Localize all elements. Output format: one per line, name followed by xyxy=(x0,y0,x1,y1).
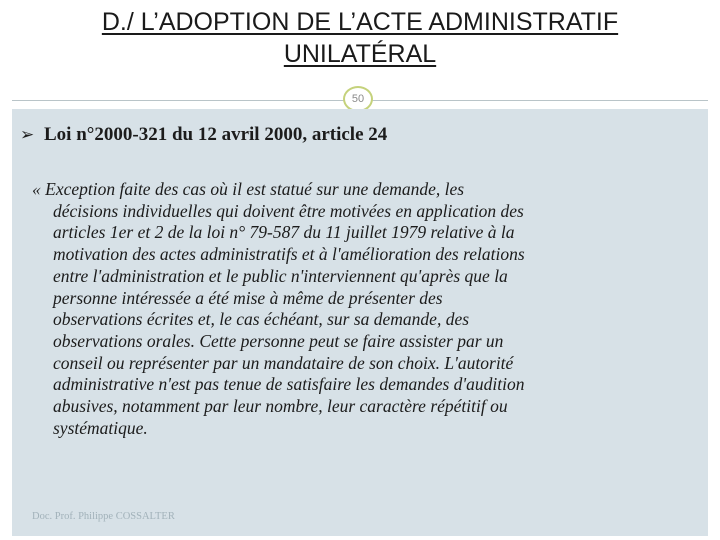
title-line-1: D./ L’ADOPTION DE L’ACTE ADMINISTRATIF xyxy=(101,8,619,36)
content-panel xyxy=(12,109,708,536)
quote-line: conseil ou représenter par un mandataire de son choix. L'autorité xyxy=(53,352,514,373)
slide-title xyxy=(0,6,720,70)
quote-line: systématique. xyxy=(53,417,148,438)
quote-line: observations orales. Cette personne peut se faire assister par un xyxy=(53,330,504,351)
quote-line: administrative n'est pas tenue de satisfaire les demandes d'audition xyxy=(53,374,525,395)
quote-line: personne intéressée a été mise à même de présenter des xyxy=(53,287,443,308)
arrow-bullet-icon: ➢ xyxy=(20,125,35,144)
quote-line: « Exception faite des cas où il est statué sur une demande, les xyxy=(32,179,465,199)
quote-line: entre l'administration et le public n'interviennent qu'après que la xyxy=(53,265,508,286)
quote-line: motivation des actes administratifs et à l'amélioration des relations xyxy=(53,244,525,265)
quote-line: articles 1er et 2 de la loi n° 79-587 du 11 juillet 1979 relative à la xyxy=(53,222,515,243)
quote-line: abusives, notamment par leur nombre, leur caractère répétitif ou xyxy=(53,396,508,417)
footer-author: Doc. Prof. Philippe COSSALTER xyxy=(32,511,175,522)
bullet-item xyxy=(20,123,387,147)
bullet-text: Loi n°2000-321 du 12 avril 2000, article 24 xyxy=(44,124,388,145)
title-line-2: UNILATÉRAL xyxy=(283,40,437,68)
slide-number-badge: 50 xyxy=(343,86,373,112)
quote-line: observations écrites et, le cas échéant, sur sa demande, des xyxy=(53,309,470,330)
quote-block xyxy=(32,179,702,439)
quote-line: décisions individuelles qui doivent être motivées en application des xyxy=(53,200,524,221)
